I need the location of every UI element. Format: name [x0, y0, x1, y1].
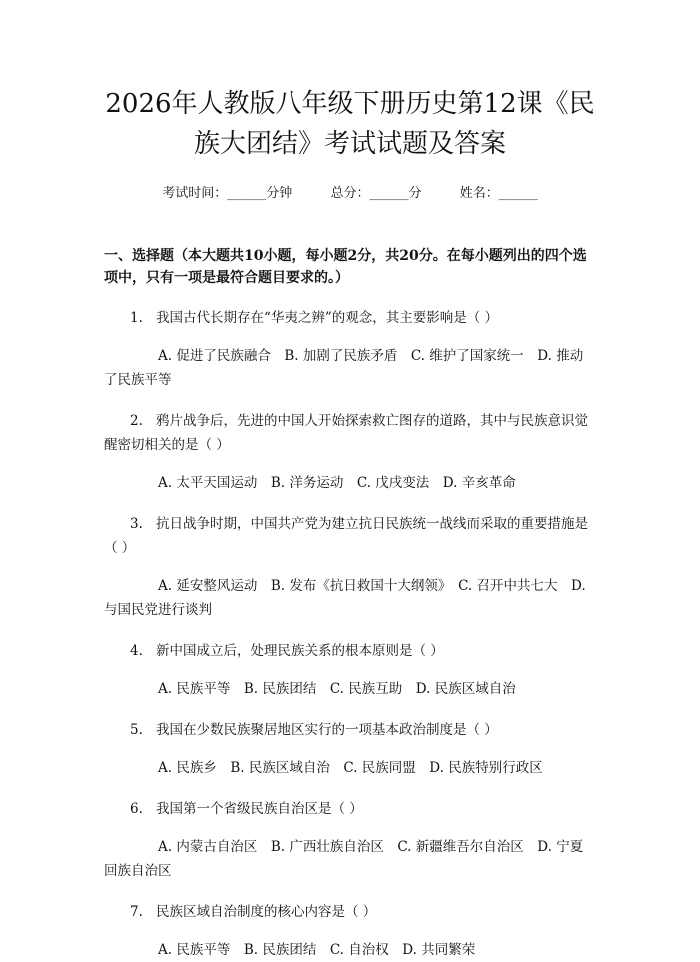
question-number: 1.: [130, 310, 143, 326]
question-item: [104, 512, 596, 622]
question-stem: [104, 639, 596, 663]
question-number: 4.: [130, 643, 143, 659]
question-options: A. 促进了民族融合 B. 加剧了民族矛盾 C. 维护了国家统一 D. 推动了民族平等: [104, 348, 584, 388]
question-stem: [104, 512, 596, 560]
question-text: 鸦片战争后，先进的中国人开始探索救亡图存的道路，其中与民族意识觉醒密切相关的是（ ）: [104, 413, 588, 453]
question-text: 我国古代长期存在“华夷之辨”的观念，其主要影响是（ ）: [156, 310, 499, 326]
section-heading: 一、选择题（本大题共10小题，每小题2分，共20分。在每小题列出的四个选项中，只有一项是最符合题目要求的。）: [104, 248, 587, 286]
question-number: 6.: [130, 801, 143, 817]
question-number: 7.: [130, 904, 143, 920]
question-options: A. 民族平等 B. 民族团结 C. 自治权 D. 共同繁荣: [158, 942, 476, 958]
question-options: A. 太平天国运动 B. 洋务运动 C. 戊戌变法 D. 辛亥革命: [158, 475, 516, 491]
question-stem: [104, 797, 596, 821]
question-number: 3.: [130, 516, 143, 532]
question-text: 民族区域自治制度的核心内容是（ ）: [156, 904, 377, 920]
question-stem: [104, 900, 596, 924]
question-number: 5.: [130, 722, 143, 738]
question-options: A. 内蒙古自治区 B. 广西壮族自治区 C. 新疆维吾尔自治区 D. 宁夏回族自治区: [104, 839, 584, 879]
document-title: 2026年人教版八年级下册历史第12课《民族大团结》考试试题及答案: [105, 89, 595, 159]
question-item: [104, 409, 596, 495]
question-stem: [104, 409, 596, 457]
question-item: [104, 639, 596, 701]
question-options: A. 民族乡 B. 民族区域自治 C. 民族同盟 D. 民族特别行政区: [158, 760, 543, 776]
question-text: 我国在少数民族聚居地区实行的一项基本政治制度是（ ）: [156, 722, 498, 738]
question-options: A. 延安整风运动 B. 发布《抗日救国十大纲领》 C. 召开中共七大 D. 与国民党进行谈判: [104, 578, 586, 618]
question-item: [104, 306, 596, 392]
exam-time-label: 考试时间：______分钟: [162, 186, 293, 201]
student-name-label: 姓名：______: [459, 186, 538, 201]
total-score-label: 总分：______分: [330, 186, 422, 201]
question-text: 我国第一个省级民族自治区是（ ）: [156, 801, 363, 817]
question-number: 2.: [130, 413, 143, 429]
question-stem: [104, 306, 596, 330]
question-options: A. 民族平等 B. 民族团结 C. 民族互助 D. 民族区域自治: [158, 681, 516, 697]
question-item: [104, 900, 596, 962]
question-item: [104, 797, 596, 883]
question-stem: [104, 718, 596, 742]
question-text: 抗日战争时期，中国共产党为建立抗日民族统一战线而采取的重要措施是（ ）: [104, 516, 588, 556]
exam-meta: [104, 184, 596, 204]
question-text: 新中国成立后，处理民族关系的根本原则是（ ）: [156, 643, 444, 659]
question-item: [104, 718, 596, 780]
